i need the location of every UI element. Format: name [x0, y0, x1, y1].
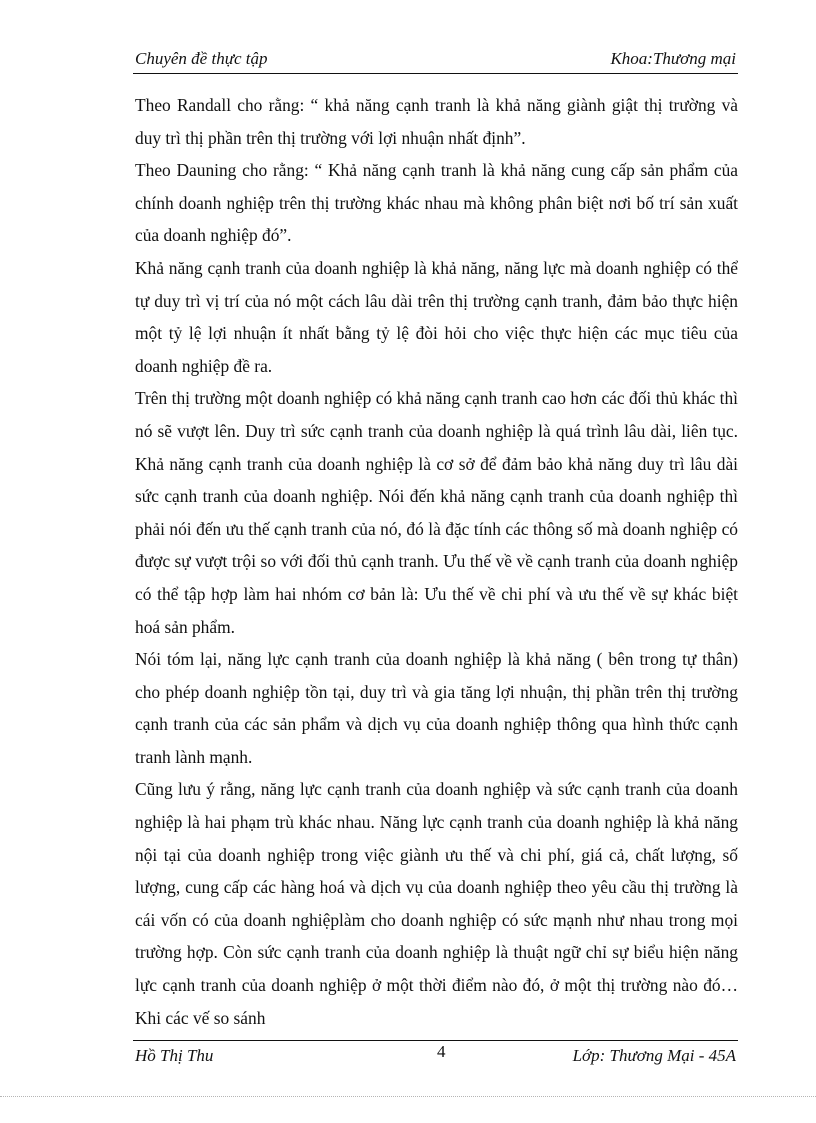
footer-author: Hồ Thị Thu — [135, 1046, 214, 1065]
paragraph: Cũng lưu ý rằng, năng lực cạnh tranh của doanh nghiệp và sức cạnh tranh của doanh nghiệp là hai phạm trù khác nhau. Năng lực cạnh tranh của doanh nghiệp là khả năng nội tại của doanh nghiệp trong việc giành ưu thế và chi phí, giá cả, chất lượng, số lượng, cung cấp các hàng hoá và dịch vụ của doanh nghiệp theo yêu cầu thị trường là cái vốn có của doanh nghiệplàm cho doanh nghiệp có sức mạnh như nhau trong mọi trường hợp. Còn sức cạnh tranh của doanh nghiệp là thuật ngữ chỉ sự biểu hiện năng lực cạnh tranh của doanh nghiệp ở một thời điểm nào đó, ở một thị trường nào đó…Khi các vế so sánh — [135, 779, 738, 1028]
paragraph: Khả năng cạnh tranh của doanh nghiệp là khả năng, năng lực mà doanh nghiệp có thể tự duy trì vị trí của nó một cách lâu dài trên thị trường cạnh tranh, đảm bảo thực hiện một tỷ lệ lợi nhuận ít nhất bằng tỷ lệ đòi hỏi cho việc thực hiện các mục tiêu của doanh nghiệp đề ra. — [135, 257, 738, 376]
page-number: 4 — [437, 1042, 446, 1061]
page-header — [133, 47, 738, 74]
header-right-text: Khoa:Thương mại — [610, 49, 736, 68]
paragraph: Trên thị trường một doanh nghiệp có khả năng cạnh tranh cao hơn các đối thủ khác thì nó sẽ vượt lên. Duy trì sức cạnh tranh của doanh nghiệp là quá trình lâu dài, liên tục. Khả năng cạnh tranh của doanh nghiệp là cơ sở để đảm bảo khả năng duy trì lâu dài sức cạnh tranh của doanh nghiệp. Nói đến khả năng cạnh tranh của doanh nghiệp thì phải nói đến ưu thế cạnh tranh của nó, đó là đặc tính các thông số mà doanh nghiệp có được sự vượt trội so với đối thủ cạnh tranh. Ưu thế về về cạnh tranh của doanh nghiệp có thể tập hợp làm hai nhóm cơ bản là: Ưu thế về chi phí và ưu thế về sự khác biệt hoá sản phẩm. — [135, 388, 738, 637]
paragraph: Theo Dauning cho rằng: “ Khả năng cạnh tranh là khả năng cung cấp sản phẩm của chính doanh nghiệp trên thị trường khác nhau mà không phân biệt nơi bố trí sản xuất của doanh nghiệp đó”. — [135, 160, 738, 246]
paragraph: Theo Randall cho rằng: “ khả năng cạnh tranh là khả năng giành giật thị trường và duy trì thị phần trên thị trường với lợi nhuận nhất định”. — [135, 95, 738, 148]
paragraph: Nói tóm lại, năng lực cạnh tranh của doanh nghiệp là khả năng ( bên trong tự thân) cho phép doanh nghiệp tồn tại, duy trì và gia tăng lợi nhuận, thị phần trên thị trường cạnh tranh của các sản phẩm và dịch vụ của doanh nghiệp thông qua hình thức cạnh tranh lành mạnh. — [135, 649, 738, 767]
page-bottom-divider — [0, 1096, 816, 1097]
body-text — [135, 89, 738, 1034]
page-footer — [133, 1040, 738, 1071]
header-left-text: Chuyên đề thực tập — [135, 49, 268, 68]
footer-class: Lớp: Thương Mại - 45A — [572, 1046, 736, 1065]
